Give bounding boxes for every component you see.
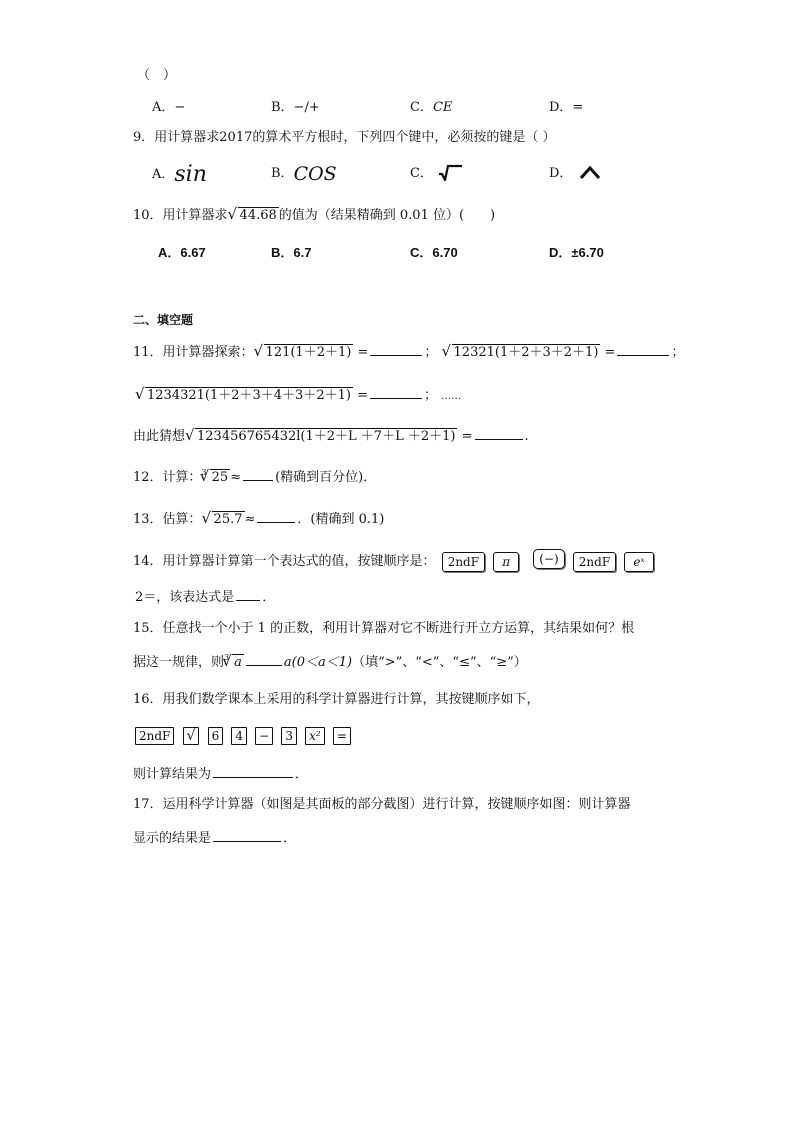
q11-period: . xyxy=(524,429,529,444)
key-negate: (−) xyxy=(533,549,564,569)
q9-option-b xyxy=(271,162,337,185)
q11-semi-2: ； xyxy=(671,345,685,360)
q11-eq-2: = xyxy=(604,345,616,360)
q10-stem-b: 的值为（结果精确到 0.01 位）( ) xyxy=(278,208,496,223)
q9-option-a xyxy=(152,162,207,187)
q10-option-c: C．6.70 xyxy=(410,245,458,260)
q10-sqrt xyxy=(229,206,279,226)
q12-blank[interactable] xyxy=(243,467,273,481)
q10-stem xyxy=(133,206,495,226)
q9-option-a-label: A． xyxy=(152,167,175,182)
q11-sqrt-4 xyxy=(186,427,457,447)
q15-blank[interactable] xyxy=(246,652,282,666)
q11-eq-1: = xyxy=(357,345,369,360)
q8-option-c-ce: CE xyxy=(432,100,453,115)
q11-stem: 11．用计算器探索： xyxy=(133,345,254,360)
q9-stem: 9．用计算器求2017的算术平方根时，下列四个键中，必须按的键是（ ） xyxy=(133,130,556,145)
q15-radicand: a xyxy=(234,655,242,670)
q16-blank[interactable] xyxy=(213,764,293,778)
q12-stem: 12．计算： xyxy=(133,470,202,485)
q11-semi-1: ； xyxy=(424,345,438,360)
q11-eq-3: = xyxy=(357,388,368,403)
q11-sqrt-1 xyxy=(255,343,354,363)
q11-radicand-2: 12321(1＋2＋3＋2＋1) xyxy=(453,345,599,360)
q14-stem: 14．用计算器计算第一个表达式的值，按键顺序是： xyxy=(133,554,436,569)
q11-blank-1[interactable] xyxy=(370,342,422,356)
q14-line2 xyxy=(135,587,275,608)
q8-option-c: C．CE xyxy=(410,100,453,115)
section-title: 二、填空题 xyxy=(133,313,194,327)
q11-eq-4: = xyxy=(461,429,473,444)
q16-result-text: 则计算结果为 xyxy=(133,767,212,782)
q14-line2-text: 2＝，该表达式是 xyxy=(135,590,235,605)
q14-period: ． xyxy=(262,590,276,605)
q12-root-index: 3 xyxy=(201,468,207,477)
q17-line2 xyxy=(133,828,296,849)
q10-option-b: B．6.7 xyxy=(271,245,312,260)
key16-minus: − xyxy=(255,727,273,745)
q11-dots: …… xyxy=(441,391,462,402)
q13-blank[interactable] xyxy=(257,509,295,523)
q15-cbrt xyxy=(223,653,244,673)
key-pi: π xyxy=(493,552,519,572)
q8-option-b: B．−/+ xyxy=(271,100,320,115)
q13-sqrt xyxy=(203,510,245,530)
cos-key-text: COS xyxy=(293,163,337,185)
q9-option-d xyxy=(549,162,603,181)
q13-radicand: 25.7 xyxy=(213,512,243,527)
q9-option-b-label: B． xyxy=(271,166,294,181)
q13-line xyxy=(133,509,384,530)
q17-blank[interactable] xyxy=(213,828,281,842)
q11-radicand-1: 121(1＋2＋1) xyxy=(265,345,352,360)
q16-stem: 16．用我们数学课本上采用的科学计算器进行计算，其按键顺序如下， xyxy=(133,692,540,707)
caret-key-icon xyxy=(577,163,603,181)
q12-radicand: 25 xyxy=(211,470,229,485)
q11-sqrt-3 xyxy=(136,386,353,406)
sin-key-text: sin xyxy=(174,162,207,187)
key16-4: 4 xyxy=(231,727,247,745)
q11-line1 xyxy=(133,342,684,363)
q11-sqrt-2 xyxy=(443,343,601,363)
q11-blank-3[interactable] xyxy=(370,385,422,399)
q17-line2-text: 显示的结果是 xyxy=(133,831,212,846)
q8-stem-end: （ ） xyxy=(137,68,177,83)
q11-line3 xyxy=(133,426,529,447)
key16-square: x² xyxy=(305,727,325,745)
key-2ndf-2: 2ndF xyxy=(573,552,616,572)
key-exp: eˣ xyxy=(624,552,653,572)
q13-approx: ≈ xyxy=(244,512,256,527)
q10-option-d: D．±6.70 xyxy=(549,245,604,260)
key16-sqrt: √ xyxy=(183,727,200,745)
q10-stem-a: 10．用计算器求 xyxy=(133,208,228,223)
q16-period: ． xyxy=(295,767,309,782)
q11-semi-3: ； xyxy=(424,388,438,403)
key-2ndf: 2ndF xyxy=(442,552,485,572)
q11-blank-2[interactable] xyxy=(617,342,669,356)
q15-line2 xyxy=(133,652,527,674)
q14-blank[interactable] xyxy=(236,587,260,601)
q11-guess: 由此猜想 xyxy=(133,429,186,444)
q8-option-a: A．− xyxy=(152,100,186,115)
q11-blank-4[interactable] xyxy=(475,426,523,440)
q9-option-d-label: D． xyxy=(549,166,573,181)
q17-line1: 17．运用科学计算器（如图是其面板的部分截图）进行计算，按键顺序如图：则计算器 xyxy=(133,797,631,812)
q16-result-line xyxy=(133,764,308,785)
key16-2ndf: 2ndF xyxy=(135,727,174,745)
q10-option-a: A．6.67 xyxy=(158,245,206,260)
q12-line xyxy=(133,467,376,489)
q13-tail: ．(精确到 0.1) xyxy=(297,512,385,527)
q11-radicand-3: 1234321(1＋2＋3＋4＋3＋2＋1) xyxy=(147,388,351,403)
q13-stem: 13．估算： xyxy=(133,512,202,527)
sqrt-key-icon xyxy=(437,163,463,181)
q17-period: ． xyxy=(283,831,297,846)
key16-3: 3 xyxy=(281,727,297,745)
key16-6: 6 xyxy=(208,727,224,745)
q12-tail: (精确到百分位)． xyxy=(275,470,377,485)
q11-radicand-4: 123456765432l(1＋2＋L ＋7＋L ＋2＋1) xyxy=(197,429,456,444)
q12-approx: ≈ xyxy=(230,470,242,485)
q9-option-c xyxy=(410,162,463,181)
q16-keys xyxy=(133,726,353,746)
q11-line2 xyxy=(135,385,461,407)
q15-root-index: 3 xyxy=(224,653,230,662)
key16-equals: = xyxy=(333,727,351,745)
q14-line1 xyxy=(133,549,656,572)
q8-option-d: D．= xyxy=(549,100,584,115)
q12-cbrt xyxy=(201,468,231,488)
q15-condition: a(0＜a＜1) xyxy=(283,655,353,670)
q15-line1: 15．任意找一个小于 1 的正数，利用计算器对它不断进行开立方运算，其结果如何？根 xyxy=(133,621,635,636)
q9-option-c-label: C． xyxy=(410,166,433,181)
q15-l2-a: 据这一规律，则 xyxy=(133,655,225,670)
q10-radicand: 44.68 xyxy=(239,208,277,223)
q15-l2-b: （填“>”、“<”、“≤”、“≥”） xyxy=(352,655,527,670)
